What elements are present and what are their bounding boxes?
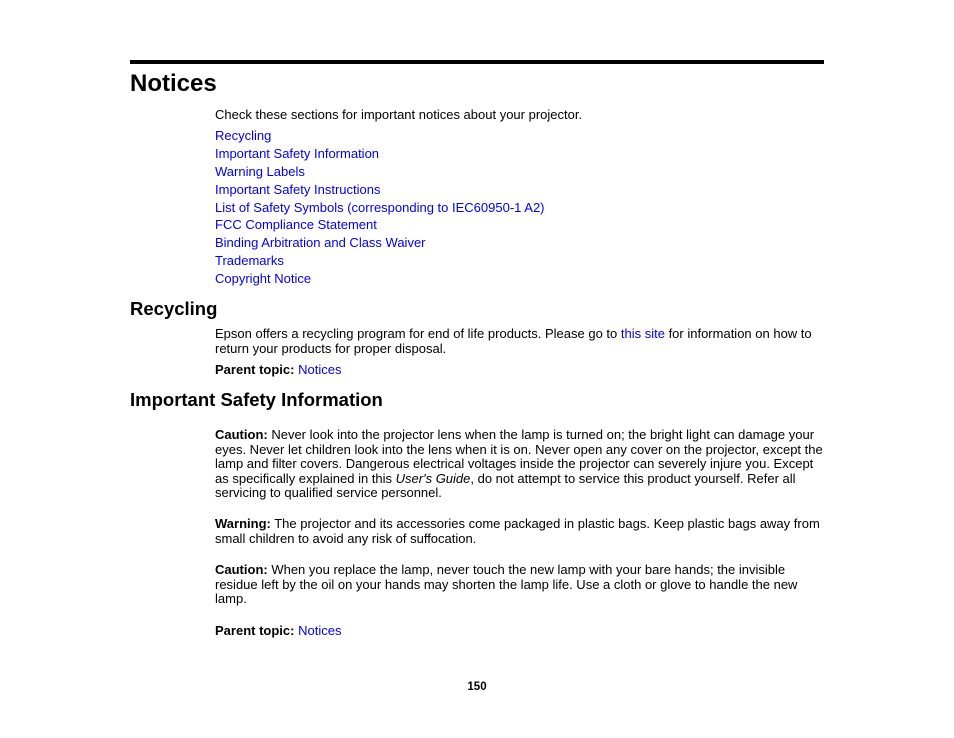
recycling-text-before: Epson offers a recycling program for end of life products. Please go to <box>215 326 621 341</box>
caution-label: Caution: <box>215 562 268 577</box>
warning-label: Warning: <box>215 516 271 531</box>
caution-text: When you replace the lamp, never touch the new lamp with your bare hands; the invisible residue left by the oil on your hands may shorten the lamp life. Use a cloth or glove to handle the new lamp. <box>215 562 798 607</box>
parent-topic-label: Parent topic: <box>215 623 295 638</box>
toc-link-trademarks[interactable]: Trademarks <box>215 253 284 269</box>
warning-text: The projector and its accessories come packaged in plastic bags. Keep plastic bags away from small children to avoid any risk of suffocation. <box>215 516 820 546</box>
page-title: Notices <box>130 70 217 97</box>
caution-label: Caution: <box>215 427 268 442</box>
toc-link-binding-arbitration[interactable]: Binding Arbitration and Class Waiver <box>215 235 426 251</box>
title-rule <box>130 60 824 64</box>
recycling-parent-topic <box>215 363 825 378</box>
toc-link-recycling[interactable]: Recycling <box>215 128 272 143</box>
safety-parent-topic <box>215 624 825 639</box>
parent-topic-label: Parent topic: <box>215 362 295 377</box>
caution-paragraph-2 <box>215 563 825 607</box>
toc-link-fcc-compliance[interactable]: FCC Compliance Statement <box>215 217 377 233</box>
intro-text: Check these sections for important notices about your projector. <box>215 107 583 122</box>
toc-link-important-safety-instructions[interactable]: Important Safety Instructions <box>215 181 381 197</box>
toc-links <box>215 127 545 288</box>
safety-heading: Important Safety Information <box>130 389 383 410</box>
warning-paragraph <box>215 517 825 546</box>
recycling-paragraph <box>215 327 825 356</box>
toc-link-copyright-notice[interactable]: Copyright Notice <box>215 271 312 287</box>
recycling-heading: Recycling <box>130 298 218 319</box>
parent-topic-notices-link[interactable]: Notices <box>298 623 342 638</box>
toc-link-warning-labels[interactable]: Warning Labels <box>215 163 305 179</box>
caution-text-b: , do not attempt to service this product yourself. Refer all servicing to qualified service personnel. <box>215 470 796 501</box>
parent-topic-notices-link[interactable]: Notices <box>298 362 342 377</box>
toc-link-important-safety-information[interactable]: Important Safety Information <box>215 145 380 161</box>
caution-text-a: Never look into the projector lens when the lamp is turned on; the bright light can damage your eyes. Never let children look into the lens when it is on. Never open any cover on the projector, except the lamp and filter covers. Dangerous electrical voltages inside the projector can severely injure you. Except as specifically explained in this <box>215 427 823 486</box>
this-site-link[interactable]: this site <box>620 326 665 341</box>
users-guide-italic: User's Guide <box>395 470 471 486</box>
caution-paragraph-1 <box>215 428 825 501</box>
recycling-text-after: for information on how to return your products for proper disposal. <box>215 326 812 356</box>
page-number: 150 <box>467 681 487 693</box>
toc-link-safety-symbols[interactable]: List of Safety Symbols (corresponding to IEC60950-1 A2) <box>215 199 545 215</box>
